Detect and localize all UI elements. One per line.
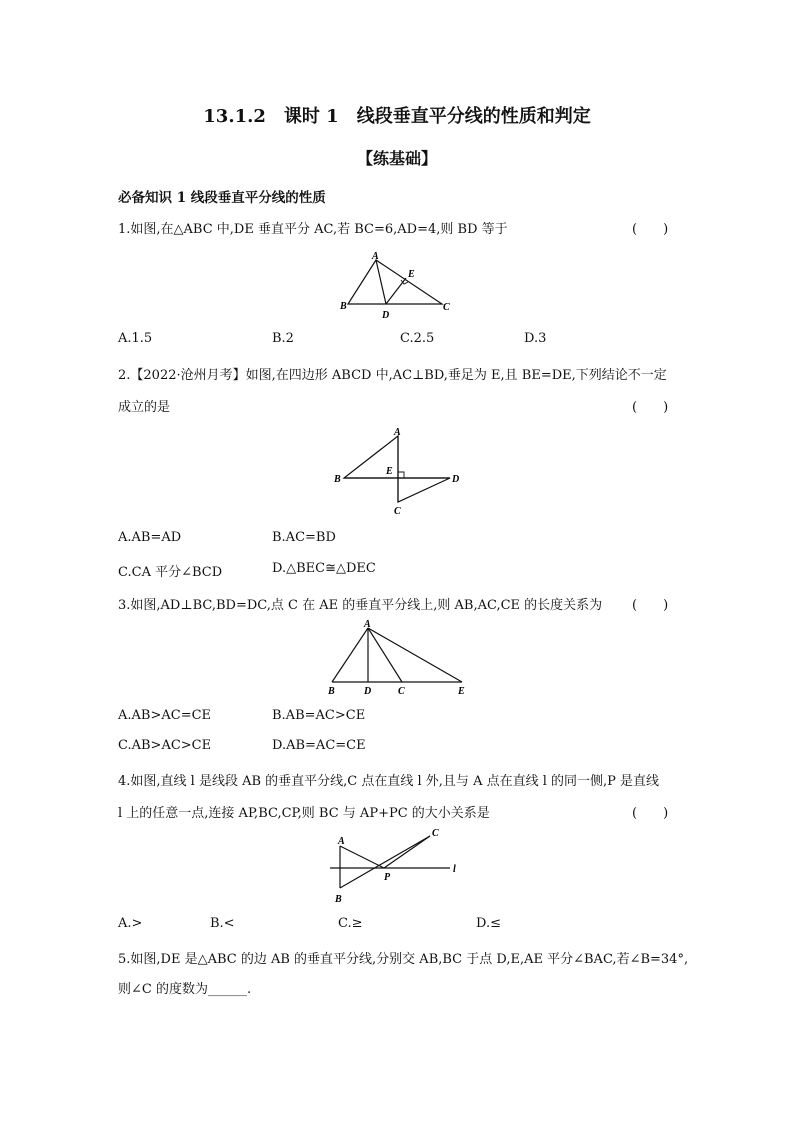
- question-1-figure: [338, 252, 458, 322]
- question-4-answer-paren: ( ): [632, 806, 669, 821]
- question-3-option-c: C.AB>AC>CE: [118, 738, 212, 753]
- question-2-option-b: B.AC=BD: [272, 530, 336, 545]
- fig1-label-a: A: [372, 252, 379, 262]
- fig3-label-b: B: [328, 686, 335, 697]
- question-2-text-line2: 成立的是: [118, 400, 171, 415]
- fig2-label-d: D: [452, 474, 460, 485]
- question-3-figure: [322, 616, 472, 698]
- fig1-label-c: C: [443, 302, 450, 313]
- question-2-option-c: C.CA 平分∠BCD: [118, 565, 223, 580]
- fig2-label-e: E: [386, 466, 393, 477]
- fig3-label-a: A: [364, 619, 371, 630]
- question-4-option-c: C.≥: [338, 916, 363, 931]
- question-3-option-b: B.AB=AC>CE: [272, 708, 366, 723]
- question-3-option-d: D.AB=AC=CE: [272, 738, 366, 753]
- fig1-label-d: D: [382, 310, 390, 321]
- question-2-text-line1: 2.【2022·沧州月考】如图,在四边形 ABCD 中,AC⊥BD,垂足为 E,且 BE=DE,下列结论不一定: [118, 368, 667, 383]
- knowledge-heading: 必备知识 1 线段垂直平分线的性质: [118, 190, 326, 206]
- question-1-option-d: D.3: [524, 331, 547, 346]
- fig2-label-b: B: [334, 474, 341, 485]
- question-2-answer-paren: ( ): [632, 400, 669, 415]
- question-5-text-line1: 5.如图,DE 是△ABC 的边 AB 的垂直平分线,分别交 AB,BC 于点 D,E,AE 平分∠BAC,若∠B=34°,: [118, 952, 689, 967]
- question-4-option-b: B.<: [210, 916, 235, 931]
- fig4-label-l: l: [453, 864, 456, 875]
- question-4-text-line2: l 上的任意一点,连接 AP,BC,CP,则 BC 与 AP+PC 的大小关系是: [118, 806, 490, 821]
- question-2-figure: [332, 424, 468, 516]
- question-3-text: 3.如图,AD⊥BC,BD=DC,点 C 在 AE 的垂直平分线上,则 AB,AC,CE 的长度关系为: [118, 598, 603, 613]
- fig3-label-c: C: [398, 686, 405, 697]
- question-4-text-line1: 4.如图,直线 l 是线段 AB 的垂直平分线,C 点在直线 l 外,且与 A 点在直线 l 的同一侧,P 是直线: [118, 774, 660, 789]
- question-2-option-d: D.△BEC≅△DEC: [272, 561, 376, 576]
- section-subtitle: 【练基础】: [356, 149, 437, 168]
- fig4-label-b: B: [335, 894, 342, 905]
- fig2-label-c: C: [394, 506, 401, 516]
- question-3-option-a: A.AB>AC=CE: [118, 708, 212, 723]
- question-1-answer-paren: ( ): [632, 222, 669, 237]
- question-2-option-a: A.AB=AD: [118, 530, 182, 545]
- fig2-label-a: A: [394, 427, 401, 438]
- fig4-label-a: A: [338, 836, 345, 847]
- question-5-text-line2: 则∠C 的度数为______.: [118, 982, 252, 997]
- question-1-option-b: B.2: [272, 331, 294, 346]
- fig3-label-d: D: [364, 686, 372, 697]
- fig4-label-c: C: [432, 828, 439, 839]
- question-1-option-c: C.2.5: [400, 331, 435, 346]
- fig4-label-p: P: [384, 872, 391, 883]
- question-4-option-a: A.>: [118, 916, 143, 931]
- question-4-figure: [326, 824, 466, 908]
- question-4-option-d: D.≤: [476, 916, 501, 931]
- question-1-option-a: A.1.5: [118, 331, 153, 346]
- question-3-answer-paren: ( ): [632, 598, 669, 613]
- fig3-label-e: E: [458, 686, 465, 697]
- page-title: 13.1.2 课时 1 线段垂直平分线的性质和判定: [203, 106, 591, 127]
- fig1-label-b: B: [340, 301, 347, 312]
- question-1-text: 1.如图,在△ABC 中,DE 垂直平分 AC,若 BC=6,AD=4,则 BD 等于: [118, 222, 508, 237]
- fig1-label-e: E: [408, 269, 415, 280]
